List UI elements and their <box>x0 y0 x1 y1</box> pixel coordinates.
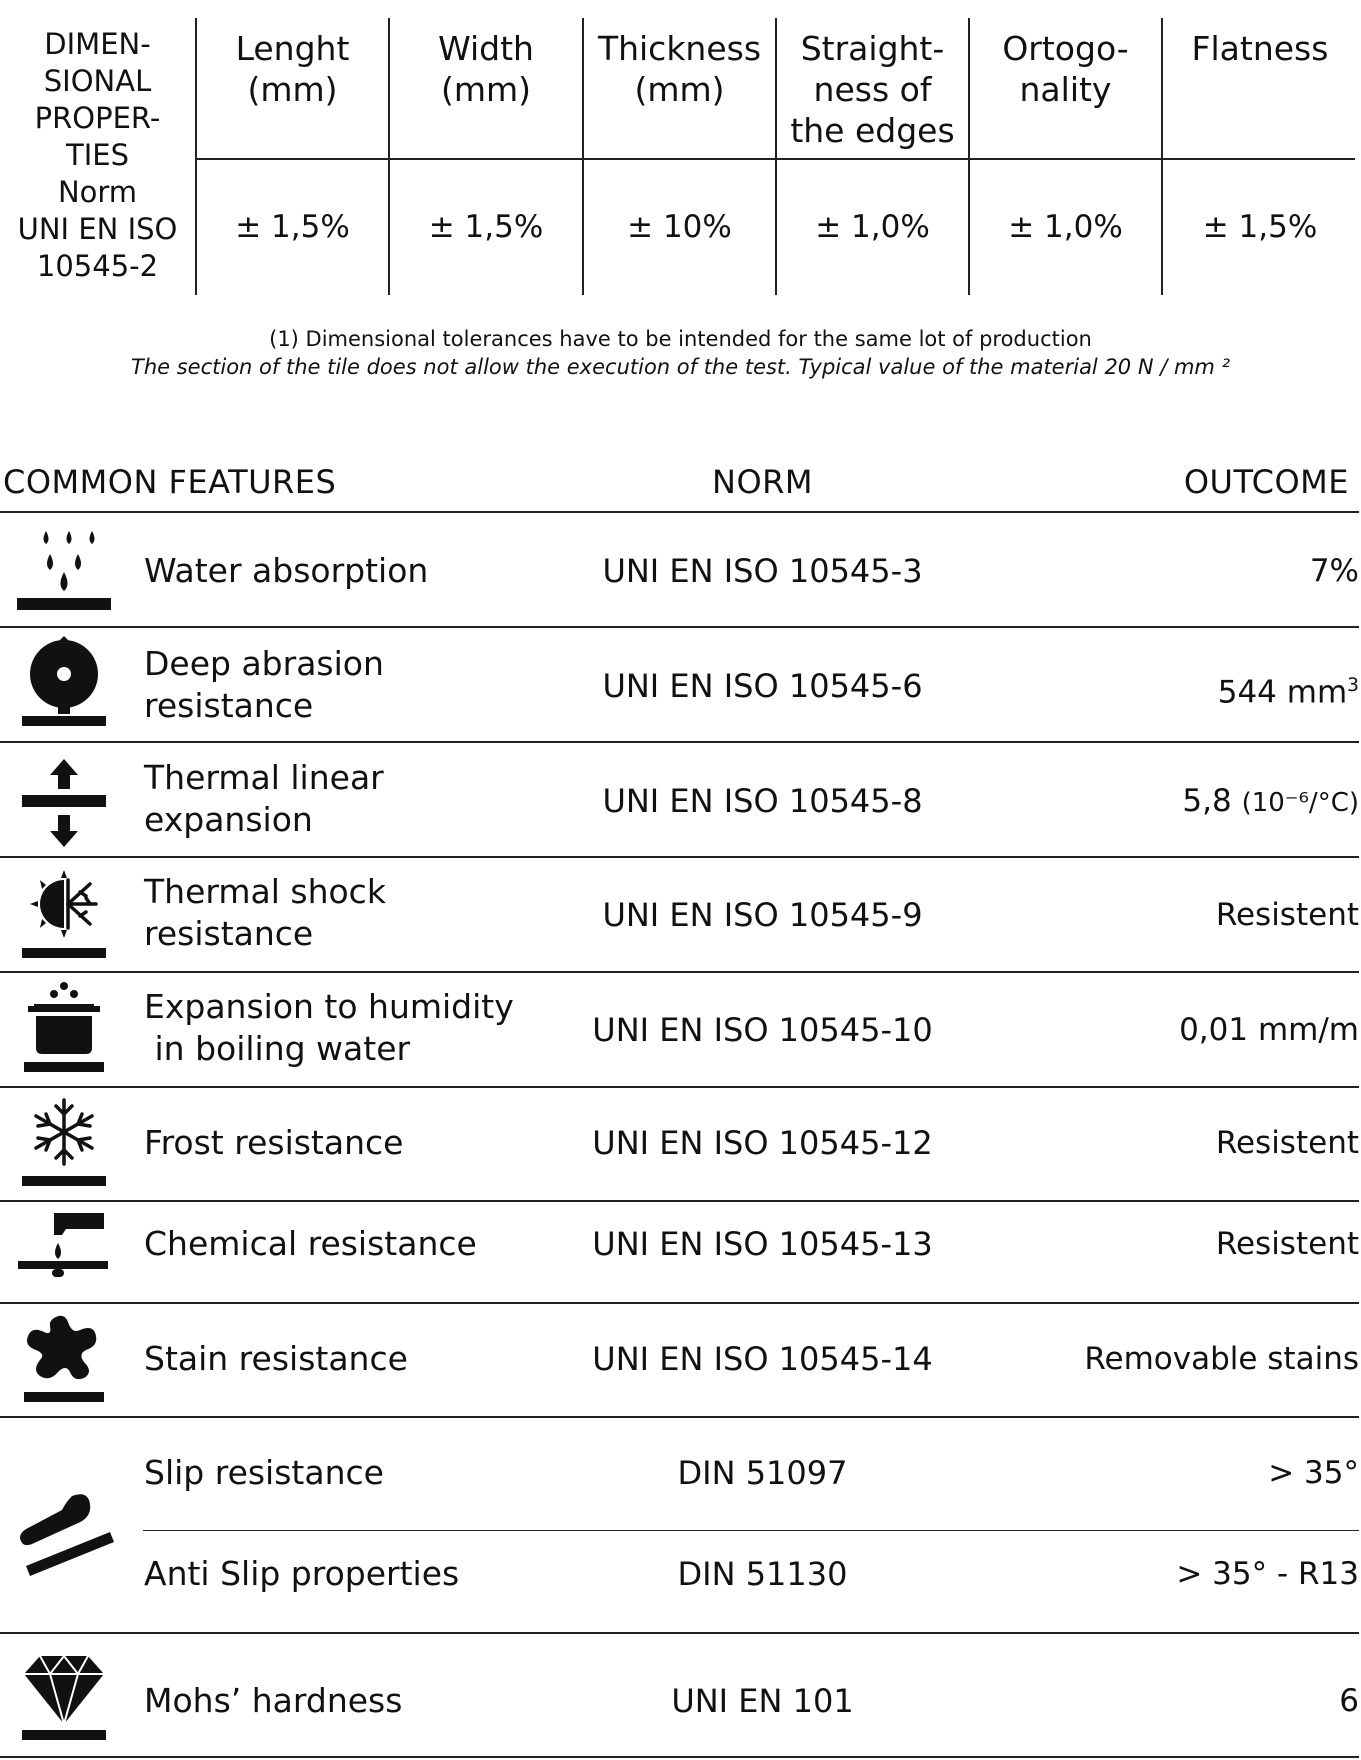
feature-norm: UNI EN 101 <box>671 1682 854 1720</box>
value-ortogonality: ± 1,0% <box>1008 209 1123 245</box>
feature-name-line: expansion <box>144 800 313 839</box>
column-header-straightness <box>777 28 968 151</box>
feature-name <box>144 643 384 727</box>
header-common-features: COMMON FEATURES <box>3 463 337 501</box>
feature-norm: UNI EN ISO 10545-14 <box>592 1340 933 1378</box>
feature-name-line: Mohs’ hardness <box>144 1681 403 1720</box>
value-thickness: ± 10% <box>627 209 732 245</box>
feature-name-line: Stain resistance <box>144 1339 408 1378</box>
row-divider <box>0 626 1359 628</box>
feature-name <box>144 1122 403 1164</box>
header-norm: NORM <box>712 463 813 501</box>
sun-snowflake-icon <box>14 868 114 963</box>
feature-norm: UNI EN ISO 10545-8 <box>602 782 923 820</box>
row-divider <box>0 741 1359 743</box>
feature-outcome: Resistent <box>1215 1125 1359 1161</box>
row-divider <box>0 971 1359 973</box>
dimensional-label-line: SIONAL <box>43 64 152 98</box>
feature-name-line: Expansion to humidity <box>144 987 514 1026</box>
feature-name-line: Thermal shock <box>144 872 386 911</box>
feature-name <box>144 871 386 955</box>
feature-norm: DIN 51097 <box>677 1454 848 1492</box>
header-line: Ortogo- <box>1002 29 1129 68</box>
feature-name <box>144 986 514 1070</box>
feature-norm: DIN 51130 <box>677 1555 848 1593</box>
column-header-length <box>197 28 388 110</box>
feature-outcome: Removable stains <box>1084 1341 1359 1377</box>
header-divider <box>196 158 1355 160</box>
feature-norm: UNI EN ISO 10545-10 <box>592 1011 933 1049</box>
snowflake-icon <box>14 1096 114 1191</box>
dimensional-label-line: UNI EN ISO <box>17 212 178 246</box>
feature-outcome: 6 <box>1339 1683 1359 1719</box>
dimensional-properties-table <box>0 18 1361 295</box>
outcome-unit: (10⁻⁶/°C) <box>1241 788 1359 818</box>
feature-name-line: resistance <box>144 686 314 725</box>
feature-outcome: 0,01 mm/m <box>1179 1012 1359 1048</box>
feature-norm: UNI EN ISO 10545-6 <box>602 667 923 705</box>
header-line: nality <box>1019 70 1112 109</box>
dimensional-label <box>0 26 195 285</box>
feature-name-line: in boiling water <box>144 1029 411 1068</box>
chemical-pour-icon <box>14 1205 114 1300</box>
expansion-arrows-icon <box>14 755 114 850</box>
row-divider-thin <box>143 1530 1359 1531</box>
stain-splash-icon <box>14 1312 114 1407</box>
outcome-superscript: 3 <box>1347 675 1359 696</box>
dimensional-label-line: Norm <box>57 175 138 209</box>
feature-outcome <box>1182 780 1359 824</box>
feature-outcome: > 35° - R13 <box>1176 1556 1359 1592</box>
feature-name-line: Chemical resistance <box>144 1224 477 1263</box>
tolerance-note: (1) Dimensional tolerances have to be intended for the same lot of production <box>269 327 1092 351</box>
value-flatness: ± 1,5% <box>1202 209 1318 245</box>
feature-name-line: Deep abrasion <box>144 644 384 683</box>
column-header-flatness <box>1163 28 1357 69</box>
feature-norm: UNI EN ISO 10545-3 <box>602 552 923 590</box>
dimensional-label-line: DIMEN- <box>44 27 151 61</box>
feature-name-line: Slip resistance <box>144 1453 384 1492</box>
header-line: the edges <box>790 111 955 150</box>
feature-name-line: Thermal linear <box>144 758 384 797</box>
feature-name-line: Anti Slip properties <box>144 1554 460 1593</box>
row-divider <box>0 1086 1359 1088</box>
feature-name-line: resistance <box>144 914 314 953</box>
diamond-icon <box>14 1650 114 1745</box>
feature-name-line: Water absorption <box>144 551 429 590</box>
value-length: ± 1,5% <box>235 209 350 245</box>
row-divider <box>0 1200 1359 1202</box>
value-width: ± 1,5% <box>428 209 544 245</box>
header-line: Flatness <box>1191 29 1329 68</box>
feature-name <box>144 757 384 841</box>
header-line: Lenght <box>235 29 350 68</box>
value-straightness: ± 1,0% <box>815 209 930 245</box>
feature-name <box>144 1223 477 1265</box>
header-line: Straight- <box>800 29 945 68</box>
column-header-ortogonality <box>970 28 1161 110</box>
row-divider <box>0 511 1359 513</box>
feature-name <box>144 1553 459 1595</box>
dimensional-label-line: PROPER- <box>34 101 161 135</box>
dimensional-label-line: TIES <box>66 138 129 172</box>
feature-name <box>144 550 428 592</box>
feature-name <box>144 1452 384 1494</box>
dimensional-label-line: 10545-2 <box>36 249 159 283</box>
feature-norm: UNI EN ISO 10545-9 <box>602 896 923 934</box>
row-divider <box>0 1632 1359 1634</box>
row-divider <box>0 1416 1359 1418</box>
header-line: Thickness <box>597 29 762 68</box>
row-divider <box>0 1302 1359 1304</box>
abrasion-disc-icon <box>14 636 114 731</box>
feature-outcome: 7% <box>1309 553 1359 589</box>
outcome-value: 5,8 <box>1182 783 1232 819</box>
outcome-value: 544 mm <box>1217 674 1348 711</box>
header-outcome: OUTCOME <box>1183 463 1349 501</box>
feature-name <box>144 1338 408 1380</box>
feature-outcome: > 35° <box>1268 1455 1359 1491</box>
boiling-pot-icon <box>14 982 114 1077</box>
header-line: Width <box>438 29 534 68</box>
header-line: (mm) <box>247 70 338 109</box>
row-divider <box>0 856 1359 858</box>
feature-outcome: Resistent <box>1215 1226 1359 1262</box>
row-divider <box>0 1756 1359 1758</box>
feature-norm: UNI EN ISO 10545-13 <box>592 1225 933 1263</box>
header-line: (mm) <box>634 70 725 109</box>
shoe-slip-icon <box>14 1482 114 1577</box>
header-line: (mm) <box>440 70 532 109</box>
feature-norm: UNI EN ISO 10545-12 <box>592 1124 933 1162</box>
column-header-width <box>390 28 582 110</box>
feature-name <box>144 1680 402 1722</box>
water-drops-icon <box>14 526 114 621</box>
feature-outcome <box>1218 665 1359 713</box>
column-header-thickness <box>584 28 775 110</box>
feature-name-line: Frost resistance <box>144 1123 404 1162</box>
feature-outcome: Resistent <box>1215 897 1359 933</box>
section-note: The section of the tile does not allow the execution of the test. Typical value of the material 20 N / mm ² <box>131 355 1230 379</box>
header-line: ness of <box>813 70 932 109</box>
